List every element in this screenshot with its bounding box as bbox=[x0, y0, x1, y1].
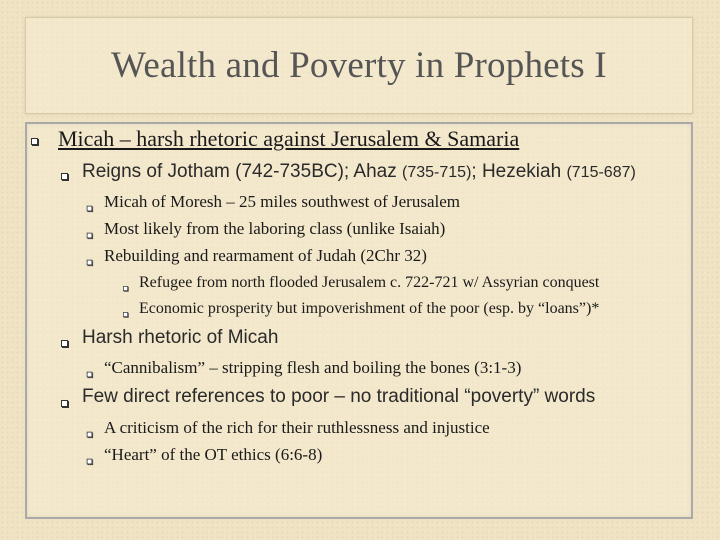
bullet-level2-few-references: Few direct references to poor – no traditional “poverty” words bbox=[82, 386, 596, 407]
square-bullet-icon bbox=[87, 372, 93, 378]
bullet-level4-refugee: Refugee from north flooded Jerusalem c. 722-721 w/ Assyrian conquest bbox=[139, 274, 600, 291]
bullet-text-part: ; Hezekiah bbox=[471, 161, 567, 182]
bullet-level4-prosperity: Economic prosperity but impoverishment of the poor (esp. by “loans”)* bbox=[139, 300, 600, 317]
bullet-text-part: (735-715) bbox=[402, 164, 472, 181]
bullet-text: Micah – harsh rhetoric against Jerusalem & Samaria bbox=[58, 126, 520, 151]
bullet-level3-criticism: A criticism of the rich for their ruthlessness and injustice bbox=[104, 418, 490, 437]
square-bullet-icon bbox=[87, 233, 93, 239]
bullet-text-part: (715-687) bbox=[566, 164, 636, 181]
title-box bbox=[25, 17, 693, 114]
bullet-level3-cannibalism: “Cannibalism” – stripping flesh and boiling the bones (3:1-3) bbox=[104, 358, 522, 377]
bullet-level3-heart: “Heart” of the OT ethics (6:6-8) bbox=[104, 445, 323, 464]
slide-title: Wealth and Poverty in Prophets I bbox=[111, 45, 607, 86]
square-bullet-icon bbox=[61, 340, 68, 347]
bullet-level1-micah bbox=[58, 126, 519, 152]
square-bullet-icon bbox=[123, 312, 128, 317]
square-bullet-icon bbox=[31, 138, 38, 145]
square-bullet-icon bbox=[61, 400, 68, 407]
bullet-level2-harsh-rhetoric: Harsh rhetoric of Micah bbox=[82, 327, 279, 348]
square-bullet-icon bbox=[123, 286, 128, 291]
square-bullet-icon bbox=[87, 260, 93, 266]
bullet-text-part: Reigns of Jotham (742-735BC); Ahaz bbox=[82, 161, 403, 182]
bullet-level2-reigns bbox=[82, 161, 636, 183]
square-bullet-icon bbox=[87, 206, 93, 212]
bullet-level3-laboring: Most likely from the laboring class (unlike Isaiah) bbox=[104, 219, 446, 238]
bullet-level3-rebuilding: Rebuilding and rearmament of Judah (2Chr 32) bbox=[104, 246, 427, 265]
bullet-level3-moresh: Micah of Moresh – 25 miles southwest of Jerusalem bbox=[104, 192, 460, 211]
square-bullet-icon bbox=[87, 459, 93, 465]
square-bullet-icon bbox=[87, 432, 93, 438]
square-bullet-icon bbox=[61, 173, 68, 180]
